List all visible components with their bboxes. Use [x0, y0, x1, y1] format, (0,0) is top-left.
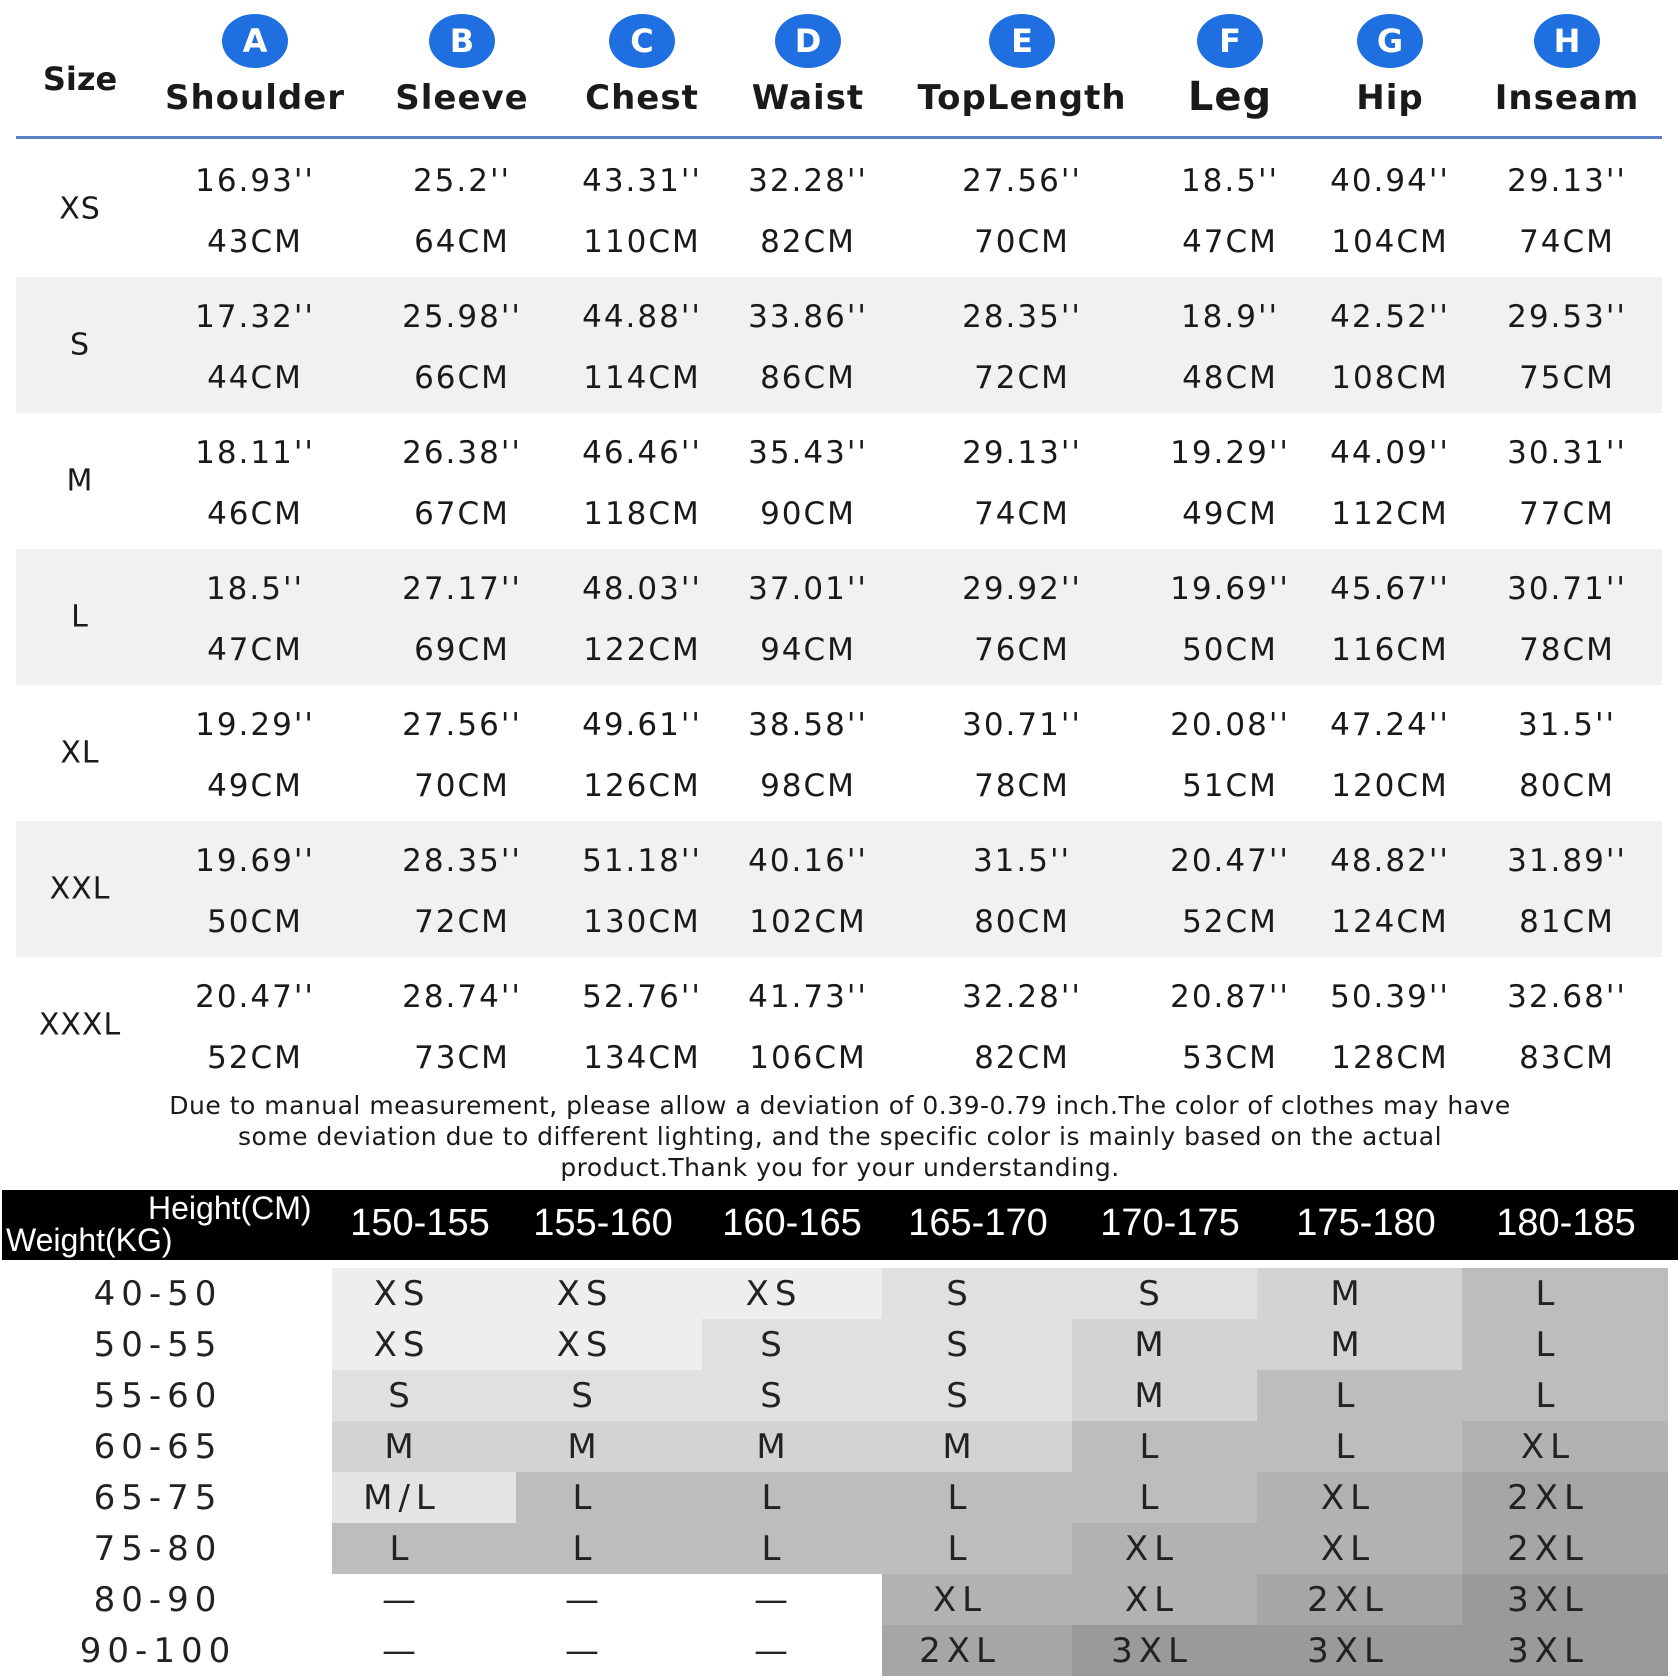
size-row	[16, 141, 1662, 277]
height-range: 155-160	[533, 1202, 673, 1244]
size-label: XXXL	[38, 1007, 122, 1043]
inch-value: 18.5''	[205, 571, 305, 607]
recommended-size: XS	[556, 1324, 614, 1365]
cm-value: 83CM	[1519, 1040, 1615, 1076]
inch-value: 27.56''	[402, 707, 522, 743]
cm-value: 72CM	[974, 360, 1070, 396]
cm-value: 43CM	[207, 224, 303, 260]
recommended-size: —	[565, 1630, 605, 1671]
cm-value: 90CM	[760, 496, 856, 532]
size-cell	[882, 1370, 1072, 1421]
inch-value: 48.03''	[582, 571, 702, 607]
recommended-size: —	[754, 1630, 794, 1671]
cm-value: 114CM	[583, 360, 701, 396]
column-letter-badge: G	[1357, 14, 1423, 68]
inch-value: 20.08''	[1170, 707, 1290, 743]
inch-value: 30.31''	[1507, 435, 1627, 471]
inch-value: 28.74''	[402, 979, 522, 1015]
recommended-size: XL	[1124, 1528, 1180, 1569]
disclaimer-line: some deviation due to different lighting, and the specific color is mainly based on the actual	[237, 1122, 1443, 1151]
size-row	[16, 685, 1662, 821]
inch-value: 30.71''	[1507, 571, 1627, 607]
column-letter-badge: B	[429, 14, 495, 68]
inch-value: 51.18''	[582, 843, 702, 879]
recommended-size: S	[760, 1375, 788, 1416]
cm-value: 80CM	[1519, 768, 1615, 804]
inch-value: 28.35''	[402, 843, 522, 879]
inch-value: 16.93''	[195, 163, 315, 199]
recommended-size: S	[571, 1375, 599, 1416]
weight-range: 60-65	[93, 1426, 223, 1467]
cm-value: 70CM	[974, 224, 1070, 260]
cm-value: 49CM	[207, 768, 303, 804]
recommended-size: 2XL	[919, 1630, 1001, 1671]
size-cell	[516, 1574, 702, 1625]
size-cell	[1072, 1472, 1257, 1523]
recommended-size: M	[1330, 1324, 1366, 1365]
inch-value: 33.86''	[748, 299, 868, 335]
recommended-size: S	[946, 1375, 974, 1416]
height-range: 170-175	[1100, 1202, 1240, 1244]
inch-value: 19.69''	[195, 843, 315, 879]
cm-value: 69CM	[414, 632, 510, 668]
inch-value: 29.13''	[962, 435, 1082, 471]
inch-value: 47.24''	[1330, 707, 1450, 743]
recommended-size: 2XL	[1507, 1477, 1589, 1518]
column-letter-badge: E	[989, 14, 1055, 68]
weight-axis-label: Weight(KG)	[6, 1222, 173, 1258]
recommended-size: 3XL	[1307, 1630, 1389, 1671]
cm-value: 134CM	[583, 1040, 701, 1076]
cm-value: 130CM	[583, 904, 701, 940]
height-range: 175-180	[1296, 1202, 1436, 1244]
recommended-size: XS	[373, 1324, 431, 1365]
recommended-size: S	[946, 1324, 974, 1365]
recommended-size: S	[946, 1273, 974, 1314]
recommended-size: 2XL	[1507, 1528, 1589, 1569]
height-range: 165-170	[908, 1202, 1048, 1244]
recommended-size: M	[942, 1426, 978, 1467]
cm-value: 81CM	[1519, 904, 1615, 940]
recommended-size: S	[760, 1324, 788, 1365]
recommended-size: L	[761, 1528, 787, 1569]
recommended-size: L	[1535, 1273, 1561, 1314]
inch-value: 25.98''	[402, 299, 522, 335]
inch-value: 35.43''	[748, 435, 868, 471]
inch-value: 20.87''	[1170, 979, 1290, 1015]
recommended-size: L	[761, 1477, 787, 1518]
column-letter-badge: A	[222, 14, 288, 68]
inch-value: 29.53''	[1507, 299, 1627, 335]
recommended-size: 2XL	[1307, 1579, 1389, 1620]
weight-range: 75-80	[93, 1528, 223, 1569]
size-row	[16, 821, 1662, 957]
measurement-disclaimer	[40, 1090, 1640, 1183]
cm-value: 82CM	[760, 224, 856, 260]
cm-value: 64CM	[414, 224, 510, 260]
recommended-size: XS	[745, 1273, 803, 1314]
recommended-size: L	[1335, 1426, 1361, 1467]
size-cell	[332, 1625, 516, 1676]
inch-value: 18.9''	[1180, 299, 1280, 335]
recommended-size: 3XL	[1111, 1630, 1193, 1671]
weight-range: 50-55	[93, 1324, 223, 1365]
recommended-size: XL	[1124, 1579, 1180, 1620]
cm-value: 48CM	[1182, 360, 1278, 396]
recommended-size: L	[1535, 1324, 1561, 1365]
size-row	[16, 413, 1662, 549]
recommended-size: L	[572, 1477, 598, 1518]
inch-value: 30.71''	[962, 707, 1082, 743]
height-weight-size-grid	[2, 1190, 1678, 1680]
size-label: L	[71, 599, 89, 635]
inch-value: 37.01''	[748, 571, 868, 607]
column-name: Waist	[751, 78, 865, 118]
size-cell	[516, 1523, 702, 1574]
cm-value: 108CM	[1331, 360, 1449, 396]
inch-value: 25.2''	[412, 163, 512, 199]
cm-value: 106CM	[749, 1040, 867, 1076]
weight-range: 55-60	[93, 1375, 223, 1416]
recommended-size: M	[567, 1426, 603, 1467]
recommended-size: —	[754, 1579, 794, 1620]
size-column-heading: Size	[42, 60, 118, 98]
cm-value: 78CM	[974, 768, 1070, 804]
recommended-size: —	[382, 1579, 422, 1620]
size-cell	[516, 1472, 702, 1523]
inch-value: 43.31''	[582, 163, 702, 199]
cm-value: 110CM	[583, 224, 701, 260]
height-range: 150-155	[350, 1202, 490, 1244]
recommended-size: M	[384, 1426, 420, 1467]
recommended-size: L	[1139, 1477, 1165, 1518]
recommended-size: M/L	[363, 1477, 441, 1518]
inch-value: 20.47''	[195, 979, 315, 1015]
cm-value: 73CM	[414, 1040, 510, 1076]
cm-value: 52CM	[1182, 904, 1278, 940]
cm-value: 126CM	[583, 768, 701, 804]
disclaimer-line: product.Thank you for your understanding.	[560, 1153, 1120, 1182]
cm-value: 50CM	[207, 904, 303, 940]
size-cell	[882, 1268, 1072, 1319]
inch-value: 52.76''	[582, 979, 702, 1015]
size-label: XL	[60, 735, 100, 771]
cm-value: 116CM	[1331, 632, 1449, 668]
inch-value: 48.82''	[1330, 843, 1450, 879]
inch-value: 32.68''	[1507, 979, 1627, 1015]
inch-value: 19.29''	[1170, 435, 1290, 471]
size-cell	[1072, 1421, 1257, 1472]
cm-value: 124CM	[1331, 904, 1449, 940]
inch-value: 44.88''	[582, 299, 702, 335]
header-divider	[16, 136, 1662, 139]
height-range: 160-165	[722, 1202, 862, 1244]
size-cell	[882, 1319, 1072, 1370]
inch-value: 31.5''	[972, 843, 1072, 879]
inch-value: 29.13''	[1507, 163, 1627, 199]
cm-value: 120CM	[1331, 768, 1449, 804]
cm-value: 70CM	[414, 768, 510, 804]
cm-value: 72CM	[414, 904, 510, 940]
cm-value: 86CM	[760, 360, 856, 396]
recommended-size: M	[1134, 1375, 1170, 1416]
cm-value: 51CM	[1182, 768, 1278, 804]
inch-value: 44.09''	[1330, 435, 1450, 471]
inch-value: 18.5''	[1180, 163, 1280, 199]
cm-value: 82CM	[974, 1040, 1070, 1076]
inch-value: 27.56''	[962, 163, 1082, 199]
size-label: S	[69, 327, 91, 363]
cm-value: 94CM	[760, 632, 856, 668]
inch-value: 32.28''	[962, 979, 1082, 1015]
cm-value: 74CM	[974, 496, 1070, 532]
size-cell	[516, 1421, 702, 1472]
inch-value: 50.39''	[1330, 979, 1450, 1015]
size-cell	[516, 1370, 702, 1421]
size-cell	[332, 1574, 516, 1625]
cm-value: 47CM	[1182, 224, 1278, 260]
cm-value: 75CM	[1519, 360, 1615, 396]
column-name: Leg	[1187, 74, 1273, 120]
cm-value: 74CM	[1519, 224, 1615, 260]
cm-value: 98CM	[760, 768, 856, 804]
recommended-size: M	[1330, 1273, 1366, 1314]
size-cell	[882, 1472, 1072, 1523]
recommended-size: —	[565, 1579, 605, 1620]
inch-value: 46.46''	[582, 435, 702, 471]
size-cell	[702, 1421, 882, 1472]
disclaimer-line: Due to manual measurement, please allow a deviation of 0.39-0.79 inch.The color of clothes may have	[169, 1091, 1511, 1120]
cm-value: 49CM	[1182, 496, 1278, 532]
inch-value: 41.73''	[748, 979, 868, 1015]
cm-value: 118CM	[583, 496, 701, 532]
size-cell	[1462, 1370, 1668, 1421]
column-letter-badge: C	[609, 14, 675, 68]
cm-value: 52CM	[207, 1040, 303, 1076]
cm-value: 104CM	[1331, 224, 1449, 260]
height-axis-label: Height(CM)	[148, 1190, 312, 1226]
height-range: 180-185	[1496, 1202, 1636, 1244]
size-cell	[332, 1523, 516, 1574]
inch-value: 26.38''	[402, 435, 522, 471]
size-cell	[702, 1523, 882, 1574]
recommended-size: XL	[932, 1579, 988, 1620]
cm-value: 112CM	[1331, 496, 1449, 532]
cm-value: 46CM	[207, 496, 303, 532]
size-row	[16, 277, 1662, 413]
recommended-size: S	[388, 1375, 416, 1416]
inch-value: 40.94''	[1330, 163, 1450, 199]
recommended-size: M	[1134, 1324, 1170, 1365]
recommended-size: XS	[556, 1273, 614, 1314]
cm-value: 102CM	[749, 904, 867, 940]
size-cell	[882, 1523, 1072, 1574]
column-name: Chest	[585, 78, 699, 118]
size-label: XXL	[49, 871, 111, 907]
cm-value: 78CM	[1519, 632, 1615, 668]
cm-value: 77CM	[1519, 496, 1615, 532]
column-name: Sleeve	[395, 78, 529, 118]
inch-value: 40.16''	[748, 843, 868, 879]
column-letter-badge: D	[775, 14, 841, 68]
cm-value: 50CM	[1182, 632, 1278, 668]
cm-value: 128CM	[1331, 1040, 1449, 1076]
recommended-size: M	[756, 1426, 792, 1467]
height-header-bar	[2, 1190, 1678, 1260]
inch-value: 42.52''	[1330, 299, 1450, 335]
weight-range: 80-90	[93, 1579, 223, 1620]
inch-value: 28.35''	[962, 299, 1082, 335]
recommended-size: XL	[1320, 1528, 1376, 1569]
column-letter-badge: H	[1534, 14, 1600, 68]
inch-value: 31.89''	[1507, 843, 1627, 879]
recommended-size: L	[947, 1477, 973, 1518]
cm-value: 122CM	[583, 632, 701, 668]
column-letter-badge: F	[1197, 14, 1263, 68]
size-row	[16, 549, 1662, 685]
column-name: Inseam	[1494, 78, 1640, 118]
size-label: M	[66, 463, 94, 499]
recommended-size: —	[382, 1630, 422, 1671]
recommended-size: XS	[373, 1273, 431, 1314]
cm-value: 76CM	[974, 632, 1070, 668]
recommended-size: L	[947, 1528, 973, 1569]
cm-value: 66CM	[414, 360, 510, 396]
recommended-size: L	[1139, 1426, 1165, 1467]
inch-value: 49.61''	[582, 707, 702, 743]
inch-value: 20.47''	[1170, 843, 1290, 879]
inch-value: 19.69''	[1170, 571, 1290, 607]
size-cell	[1462, 1268, 1668, 1319]
inch-value: 18.11''	[195, 435, 315, 471]
cm-value: 44CM	[207, 360, 303, 396]
inch-value: 38.58''	[748, 707, 868, 743]
weight-range: 40-50	[93, 1273, 223, 1314]
inch-value: 17.32''	[195, 299, 315, 335]
inch-value: 32.28''	[748, 163, 868, 199]
column-name: Hip	[1356, 78, 1424, 118]
size-cell	[702, 1370, 882, 1421]
cm-value: 47CM	[207, 632, 303, 668]
inch-value: 19.29''	[195, 707, 315, 743]
size-cell	[332, 1421, 516, 1472]
inch-value: 31.5''	[1517, 707, 1617, 743]
recommended-size: 3XL	[1507, 1579, 1589, 1620]
weight-range: 90-100	[79, 1630, 237, 1671]
inch-value: 27.17''	[402, 571, 522, 607]
cm-value: 67CM	[414, 496, 510, 532]
recommended-size: XL	[1320, 1477, 1376, 1518]
size-label: XS	[59, 191, 101, 227]
inch-value: 29.92''	[962, 571, 1082, 607]
column-name: TopLength	[917, 78, 1127, 118]
column-name: Shoulder	[164, 78, 346, 118]
size-cell	[702, 1472, 882, 1523]
size-cell	[516, 1625, 702, 1676]
recommended-size: L	[389, 1528, 415, 1569]
recommended-size: XL	[1520, 1426, 1576, 1467]
cm-value: 53CM	[1182, 1040, 1278, 1076]
size-cell	[1462, 1319, 1668, 1370]
recommended-size: L	[572, 1528, 598, 1569]
size-row	[16, 957, 1662, 1093]
size-cell	[702, 1319, 882, 1370]
cm-value: 80CM	[974, 904, 1070, 940]
weight-range: 65-75	[93, 1477, 223, 1518]
recommended-size: 3XL	[1507, 1630, 1589, 1671]
recommended-size: S	[1138, 1273, 1166, 1314]
inch-value: 45.67''	[1330, 571, 1450, 607]
recommended-size: L	[1335, 1375, 1361, 1416]
recommended-size: L	[1535, 1375, 1561, 1416]
size-cell	[332, 1370, 516, 1421]
